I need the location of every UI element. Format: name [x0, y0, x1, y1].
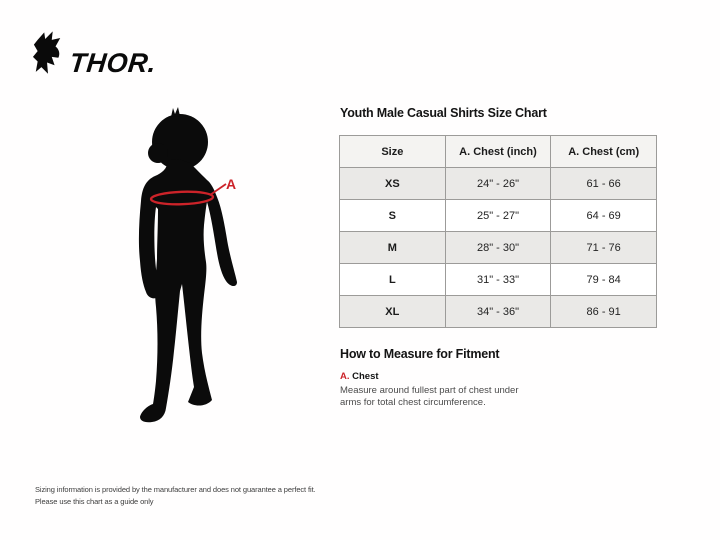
- cell-chest-inch: 31" - 33": [445, 264, 551, 296]
- measurement-description: Measure around fullest part of chest under arms for total chest circumference.: [340, 385, 519, 409]
- cell-chest-cm: 64 - 69: [551, 200, 657, 232]
- disclaimer-line-1: Sizing information is provided by the manufacturer and does not guarantee a perfect fit.: [35, 485, 316, 494]
- cell-chest-cm: 79 - 84: [551, 264, 657, 296]
- col-header-chest-cm: A. Chest (cm): [551, 136, 657, 168]
- col-header-size: Size: [340, 136, 446, 168]
- measurement-key: A.: [340, 371, 350, 382]
- col-header-chest-inch: A. Chest (inch): [445, 136, 551, 168]
- size-chart-table: [339, 135, 657, 328]
- how-to-measure-section: [340, 347, 580, 410]
- thor-goat-icon: [32, 29, 64, 79]
- cell-size: XL: [340, 296, 446, 328]
- measurement-item-chest: [340, 371, 580, 410]
- cell-size: XS: [340, 168, 446, 200]
- table-row-m: [340, 232, 657, 264]
- brand-wordmark: [68, 50, 158, 79]
- thor-logo: [32, 29, 158, 79]
- how-to-measure-heading: How to Measure for Fitment: [340, 347, 500, 361]
- cell-chest-inch: 24" - 26": [445, 168, 551, 200]
- annotation-label: A: [226, 176, 237, 192]
- brand-name: THOR: [68, 48, 150, 78]
- table-row-xs: [340, 168, 657, 200]
- table-row-l: [340, 264, 657, 296]
- cell-chest-cm: 86 - 91: [551, 296, 657, 328]
- measurement-label: Chest: [352, 371, 379, 382]
- brand-dot: .: [146, 48, 158, 78]
- cell-chest-inch: 25" - 27": [445, 200, 551, 232]
- cell-size: S: [340, 200, 446, 232]
- table-header-row: [340, 136, 657, 168]
- size-chart-title: Youth Male Casual Shirts Size Chart: [340, 106, 547, 120]
- cell-chest-inch: 34" - 36": [445, 296, 551, 328]
- measurement-title: [340, 371, 580, 382]
- youth-silhouette-diagram: [110, 85, 280, 430]
- cell-chest-inch: 28" - 30": [445, 232, 551, 264]
- child-silhouette: [139, 107, 237, 422]
- table-row-xl: [340, 296, 657, 328]
- table-row-s: [340, 200, 657, 232]
- disclaimer-line-2: Please use this chart as a guide only: [35, 496, 154, 506]
- cell-size: L: [340, 264, 446, 296]
- sizing-disclaimer: [35, 484, 316, 507]
- cell-chest-cm: 71 - 76: [551, 232, 657, 264]
- cell-chest-cm: 61 - 66: [551, 168, 657, 200]
- cell-size: M: [340, 232, 446, 264]
